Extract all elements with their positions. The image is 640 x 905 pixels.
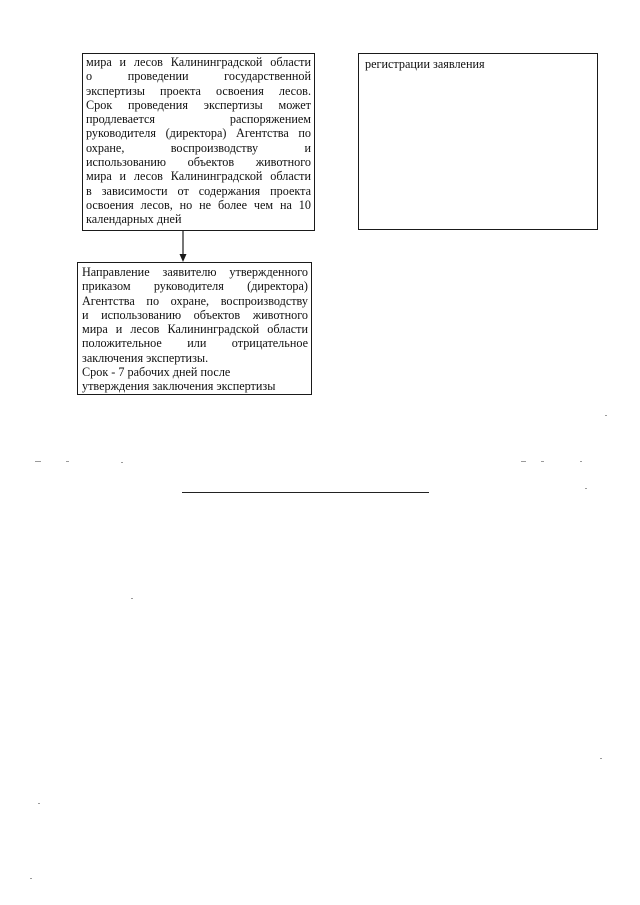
scan-speck bbox=[38, 803, 40, 804]
box-line: Направление заявителю утвержденного bbox=[82, 265, 308, 279]
box-line: утверждения заключения экспертизы bbox=[82, 379, 276, 394]
box-line: продлевается распоряжением bbox=[86, 112, 311, 127]
scan-speck bbox=[605, 415, 607, 416]
scan-speck bbox=[585, 488, 587, 489]
scan-speck bbox=[521, 461, 526, 462]
box-line: использованию объектов животного bbox=[86, 155, 311, 170]
scan-speck bbox=[131, 598, 133, 599]
box-line: в зависимости от содержания проекта bbox=[86, 183, 311, 198]
box-line: мира и лесов Калининградской области bbox=[86, 55, 311, 69]
separator-line bbox=[182, 492, 429, 493]
box-line: календарных дней bbox=[86, 212, 182, 227]
box-line: заключения экспертизы. bbox=[82, 350, 209, 365]
box-line: освоения лесов, но не более чем на 10 bbox=[86, 197, 311, 212]
box-line: положительное или отрицательное bbox=[82, 336, 308, 351]
scan-speck bbox=[541, 461, 544, 462]
box-line: и использованию объектов животного bbox=[82, 307, 308, 322]
scan-speck bbox=[580, 461, 582, 462]
box-line: Срок - 7 рабочих дней после bbox=[82, 365, 231, 380]
box-line: Агентства по охране, воспроизводству bbox=[82, 293, 308, 308]
arrowhead-down-icon bbox=[180, 254, 187, 262]
scan-speck bbox=[30, 878, 32, 879]
box-line: Срок проведения экспертизы может bbox=[86, 97, 311, 112]
box-line: приказом руководителя (директора) bbox=[82, 279, 308, 294]
scan-speck bbox=[121, 462, 123, 463]
box-line: мира и лесов Калининградской области bbox=[86, 169, 311, 184]
box-line: экспертизы проекта освоения лесов. bbox=[86, 83, 311, 98]
box-line: мира и лесов Калининградской области bbox=[82, 322, 308, 337]
scan-speck bbox=[66, 461, 69, 462]
box-line: о проведении государственной bbox=[86, 69, 311, 84]
scan-speck bbox=[600, 758, 602, 759]
box-line: руководителя (директора) Агентства по bbox=[86, 126, 311, 141]
scan-speck bbox=[35, 461, 41, 462]
box-line: регистрации заявления bbox=[365, 57, 485, 71]
box-line: охране, воспроизводству и bbox=[86, 140, 311, 155]
